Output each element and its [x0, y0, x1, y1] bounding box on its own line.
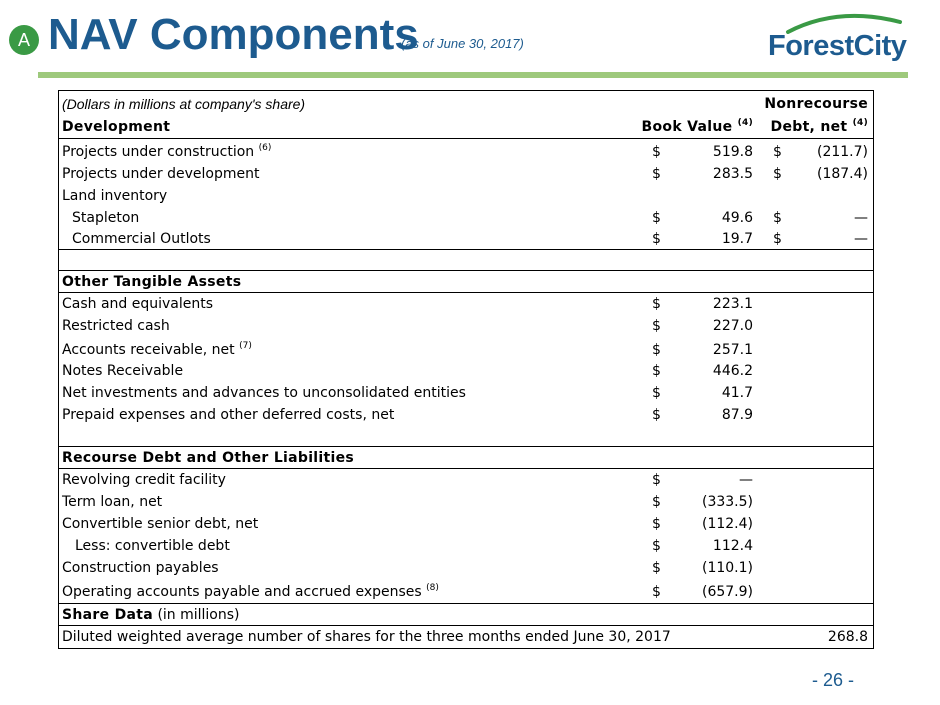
table-row: Net investments and advances to unconsolidated entities $ 41.7: [62, 385, 753, 401]
col1-header: Book Value $^{(4)}$: [641, 118, 753, 135]
table-row: Operating accounts payable and accrued expenses $^{(8)}$ $ (657.9): [59, 579, 873, 604]
page-title: NAV Components: [48, 10, 419, 59]
table-row: Projects under development $ 283.5 $ (187.4): [62, 166, 868, 182]
table-row: Prepaid expenses and other deferred costs, net $ 87.9: [62, 407, 753, 423]
table-row: Restricted cash $ 227.0: [62, 318, 753, 334]
table-row: Cash and equivalents $ 223.1: [62, 296, 753, 312]
nav-components-table: [58, 90, 874, 649]
table-row: Commercial Outlots $ 19.7 $ —: [59, 229, 873, 250]
section-heading-row: [59, 271, 873, 293]
table-row: Construction payables $ (110.1): [62, 560, 753, 576]
table-note: (Dollars in millions at company's share): [62, 96, 306, 112]
table-row: Less: convertible debt $ 112.4: [75, 538, 753, 554]
table-row: Accounts receivable, net $^{(7)}$ $ 257.1: [62, 341, 753, 358]
section-heading-row: [59, 604, 873, 626]
recourse-heading: Recourse Debt and Other Liabilities: [62, 450, 355, 466]
table-header-row-1: [59, 93, 873, 115]
forestcity-logo: [768, 12, 908, 64]
table-row: Land inventory: [62, 188, 168, 204]
section-badge: A: [9, 25, 39, 55]
col2-header-top: Nonrecourse: [764, 96, 868, 112]
col2-header: Debt, net $^{(4)}$: [770, 118, 868, 135]
table-header-row-2: [59, 115, 873, 139]
page-number: - 26 -: [812, 670, 855, 690]
table-row: Projects under construction $^{(6)}$ $ 519.8 $ (211.7): [62, 143, 868, 160]
other-assets-heading: Other Tangible Assets: [62, 274, 242, 290]
table-row: Term loan, net $ (333.5): [62, 494, 753, 510]
table-row: Revolving credit facility $ —: [62, 472, 753, 488]
logo-text: ForestCity: [768, 30, 907, 62]
table-row: Diluted weighted average number of shares for the three months ended June 30, 2017 268.8: [62, 629, 868, 645]
table-row: Stapleton $ 49.6 $ —: [72, 210, 868, 226]
table-row: Convertible senior debt, net $ (112.4): [62, 516, 753, 532]
share-data-heading: Share Data (in millions): [62, 607, 240, 623]
spacer-row: [59, 250, 873, 271]
header-divider: [38, 72, 908, 78]
spacer-row: [59, 427, 873, 447]
section-heading-row: [59, 447, 873, 469]
page-subtitle: (as of June 30, 2017): [401, 36, 524, 51]
table-row: Notes Receivable $ 446.2: [62, 363, 753, 379]
development-heading: Development: [62, 119, 171, 135]
